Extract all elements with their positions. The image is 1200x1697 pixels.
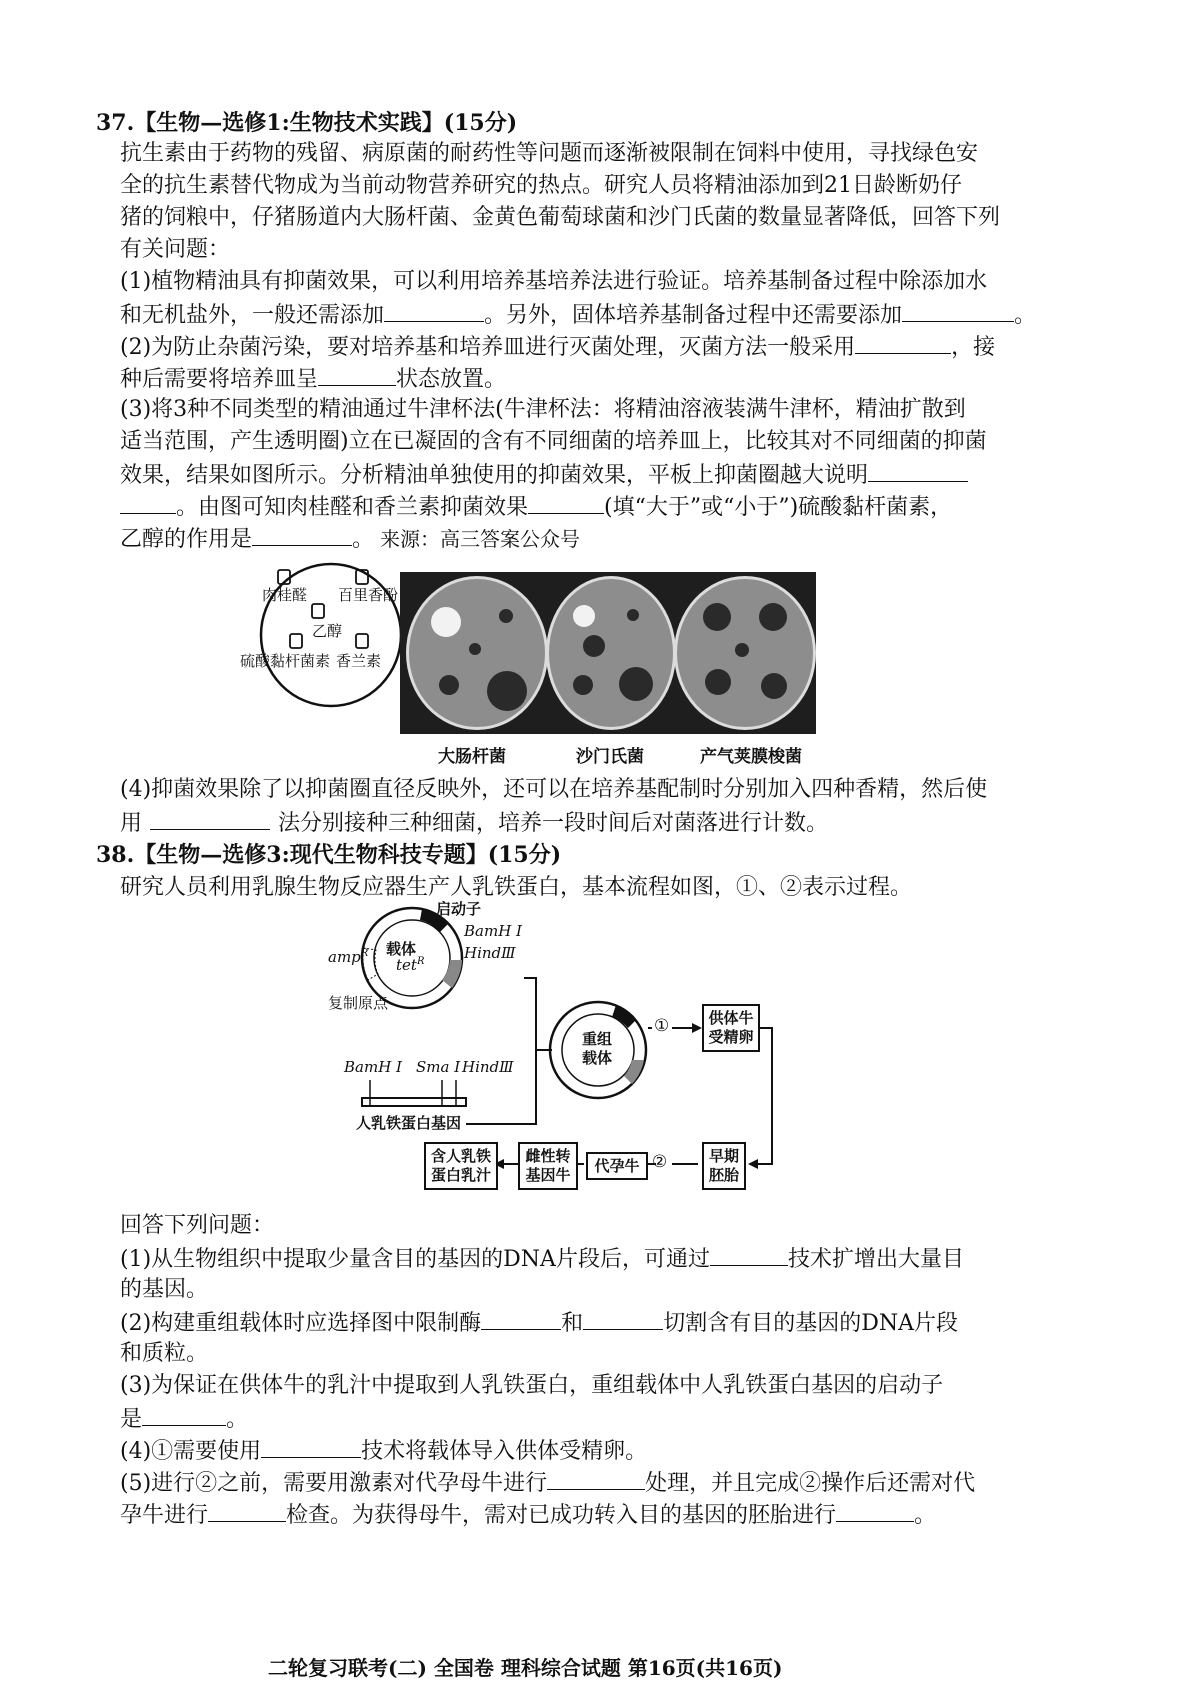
plate-caption-ecoli: 大肠杆菌 bbox=[438, 747, 506, 767]
q37-header: 37.【生物—选修1:生物技术实践】(15分) bbox=[96, 110, 518, 136]
answer-blank[interactable] bbox=[710, 1243, 788, 1266]
text-segment: 效果，结果如图所示。分析精油单独使用的抑菌效果，平板上抑菌圈越大说明 bbox=[120, 463, 869, 488]
promoter-label: 启动子 bbox=[436, 900, 482, 918]
box-line: 蛋白乳汁 bbox=[430, 1166, 491, 1184]
replication-origin-label: 复制原点 bbox=[328, 994, 389, 1012]
text-segment: ，接 bbox=[951, 335, 996, 360]
box-line: 供体牛 bbox=[708, 1009, 754, 1027]
q38-intro: 研究人员利用乳腺生物反应器生产人乳铁蛋白，基本流程如图，①、②表示过程。 bbox=[120, 875, 913, 900]
inhibition-zone bbox=[705, 669, 731, 695]
bamhi-site-label: BamH I bbox=[464, 922, 522, 940]
text-segment: 技术将载体导入供体受精卵。 bbox=[361, 1439, 648, 1464]
box-line: 含人乳铁 bbox=[430, 1147, 491, 1165]
inhibition-zone bbox=[703, 603, 731, 631]
petri-photo-strip bbox=[400, 572, 816, 734]
box-line: 受精卵 bbox=[708, 1028, 754, 1046]
cup-label-ethanol: 乙醇 bbox=[312, 622, 343, 640]
cup-label-thymol: 百里香酚 bbox=[338, 586, 399, 604]
answer-blank[interactable] bbox=[836, 1499, 914, 1522]
text-segment: 种后需要将培养皿呈 bbox=[120, 367, 319, 392]
answer-blank[interactable] bbox=[208, 1499, 286, 1522]
cup-label-vanillin: 香兰素 bbox=[336, 652, 382, 670]
petri-dish-clostridium bbox=[674, 576, 816, 730]
resistance-superscript: R bbox=[360, 948, 369, 959]
box-line: 代孕牛 bbox=[594, 1156, 640, 1175]
text-segment: 和 bbox=[561, 1311, 584, 1336]
box-line: 早期 bbox=[708, 1147, 739, 1165]
text-segment: (4)①需要使用 bbox=[120, 1439, 262, 1464]
text-segment: (填“大于”或“小于”)硫酸黏杆菌素， bbox=[604, 495, 953, 520]
resistance-superscript: R bbox=[416, 956, 425, 967]
q37-part3-line5 bbox=[120, 523, 580, 555]
inhibition-zone bbox=[735, 643, 749, 657]
q37-part1-line2 bbox=[120, 299, 1036, 331]
text-segment: 。由图可知肉桂醛和香兰素抑菌效果 bbox=[176, 495, 529, 520]
process-2-marker: ② bbox=[652, 1152, 668, 1172]
gene-bamhi-label: BamH I bbox=[344, 1058, 402, 1076]
amp-resistance-label bbox=[328, 948, 368, 966]
q37-part4-line1: (4)抑菌效果除了以抑菌圈直径反映外，还可以在培养基配制时分别加入四种香精，然后使 bbox=[120, 777, 988, 802]
inhibition-zone bbox=[627, 609, 639, 621]
q37-part3-line4 bbox=[120, 491, 952, 523]
text-segment: (2)为防止杂菌污染，要对培养基和培养皿进行灭菌处理，灭菌方法一般采用 bbox=[120, 335, 856, 360]
text-segment: 。 bbox=[226, 1407, 249, 1432]
answer-blank[interactable] bbox=[528, 491, 604, 514]
answer-blank[interactable] bbox=[583, 1307, 663, 1330]
inhibition-zone bbox=[431, 607, 461, 637]
q38-part3-line1: (3)为保证在供体牛的乳汁中提取到人乳铁蛋白，重组载体中人乳铁蛋白基因的启动子 bbox=[120, 1373, 944, 1398]
human-lactoferrin-gene-label: 人乳铁蛋白基因 bbox=[356, 1114, 462, 1132]
q37-intro-line: 抗生素由于药物的残留、病原菌的耐药性等问题而逐渐被限制在饲料中使用，寻找绿色安 bbox=[120, 141, 979, 166]
answer-blank[interactable] bbox=[142, 1403, 226, 1426]
answer-blank[interactable] bbox=[384, 299, 484, 322]
answer-blank[interactable] bbox=[855, 331, 951, 354]
q37-intro-line: 全的抗生素替代物成为当前动物营养研究的热点。研究人员将精油添加到21日龄断奶仔 bbox=[120, 173, 962, 198]
lactoferrin-milk-box bbox=[424, 1142, 498, 1190]
donor-cow-fertilized-egg-box bbox=[702, 1004, 760, 1052]
text-segment: 处理，并且完成②操作后还需对代 bbox=[645, 1471, 976, 1496]
text-segment: (5)进行②之前，需要用激素对代孕母牛进行 bbox=[120, 1471, 548, 1496]
q38-part4-line bbox=[120, 1435, 647, 1467]
text-segment: 用 bbox=[120, 811, 143, 836]
inhibition-zone bbox=[573, 605, 595, 627]
answer-blank[interactable] bbox=[252, 523, 352, 546]
box-line: 胚胎 bbox=[708, 1166, 739, 1184]
box-line: 雌性转 bbox=[525, 1147, 571, 1165]
text-segment: 。另外，固体培养基制备过程中还需要添加 bbox=[484, 303, 903, 328]
q38-part2-line2: 和质粒。 bbox=[120, 1341, 209, 1366]
text-segment: 技术扩增出大量目 bbox=[787, 1247, 964, 1272]
q37-part1-line1: (1)植物精油具有抑菌效果，可以利用培养基培养法进行验证。培养基制备过程中除添加水 bbox=[120, 269, 988, 294]
recombinant-vector-label bbox=[582, 1030, 612, 1068]
inhibition-zone bbox=[619, 667, 653, 701]
text-segment: 状态放置。 bbox=[396, 367, 507, 392]
q37-part2-line1 bbox=[120, 331, 995, 363]
inhibition-zone bbox=[583, 635, 605, 657]
petri-dish-salmonella bbox=[546, 576, 676, 730]
tet-resistance-label bbox=[396, 956, 424, 974]
q37-part2-line2 bbox=[120, 363, 506, 395]
petri-dish-ecoli bbox=[406, 576, 548, 730]
text-segment: 检查。为获得母牛，需对已成功转入目的基因的胚胎进行 bbox=[286, 1503, 837, 1528]
early-embryo-box bbox=[702, 1142, 746, 1190]
text-segment: 孕牛进行 bbox=[120, 1503, 209, 1528]
q37-part3-line2: 适当范围，产生透明圈)立在已凝固的含有不同细菌的培养皿上，比较其对不同细菌的抑菌 bbox=[120, 429, 987, 454]
q37-intro-line: 猪的饲粮中，仔猪肠道内大肠杆菌、金黄色葡萄球菌和沙门氏菌的数量显著降低，回答下列 bbox=[120, 205, 1001, 230]
answer-blank[interactable] bbox=[261, 1435, 361, 1458]
q37-part4-line2 bbox=[120, 807, 828, 839]
surrogate-cow-box bbox=[586, 1152, 648, 1180]
label-line: 载体 bbox=[582, 1049, 613, 1067]
cup-label-colistin: 硫酸黏杆菌素 bbox=[240, 652, 331, 670]
source-note: 来源：高三答案公众号 bbox=[380, 529, 581, 551]
hindiii-site-label: HindⅢ bbox=[464, 944, 516, 962]
amp-text: amp bbox=[328, 948, 361, 966]
q38-part3-line2 bbox=[120, 1403, 248, 1435]
q38-header: 38.【生物—选修3:现代生物科技专题】(15分) bbox=[96, 842, 562, 868]
inhibition-zone bbox=[761, 673, 787, 699]
inhibition-zone bbox=[499, 609, 513, 623]
transgenic-cow-box bbox=[518, 1142, 578, 1190]
label-line: 重组 bbox=[582, 1030, 613, 1048]
page-footer: 二轮复习联考(二) 全国卷 理科综合试题 第16页(共16页) bbox=[268, 1656, 783, 1680]
q38-part1-line2: 的基因。 bbox=[120, 1277, 209, 1302]
text-segment: 法分别接种三种细菌，培养一段时间后对菌落进行计数。 bbox=[278, 811, 829, 836]
answer-blank[interactable] bbox=[318, 363, 396, 386]
q37-intro-line: 有关问题： bbox=[120, 237, 231, 262]
inhibition-zone bbox=[573, 675, 593, 695]
inhibition-zone bbox=[487, 671, 527, 711]
text-segment: 切割含有目的基因的DNA片段 bbox=[663, 1311, 958, 1336]
q38-part5-line1 bbox=[120, 1467, 975, 1499]
tet-text: tet bbox=[396, 956, 417, 974]
plate-caption-clostridium: 产气荚膜梭菌 bbox=[700, 747, 802, 767]
text-segment: 是 bbox=[120, 1407, 143, 1432]
text-segment: 。 bbox=[914, 1503, 937, 1528]
text-segment: 。 bbox=[1014, 303, 1037, 328]
answer-blank[interactable] bbox=[150, 807, 270, 830]
cup-label-cinnamaldehyde: 肉桂醛 bbox=[262, 586, 308, 604]
text-segment: (1)从生物组织中提取少量含目的基因的DNA片段后，可通过 bbox=[120, 1247, 710, 1272]
answer-blank[interactable] bbox=[481, 1307, 561, 1330]
box-line: 基因牛 bbox=[525, 1166, 571, 1184]
gene-smai-label: Sma I bbox=[416, 1058, 461, 1076]
inhibition-zone bbox=[759, 603, 787, 631]
q37-part3-line1: (3)将3种不同类型的精油通过牛津杯法(牛津杯法：将精油溶液装满牛津杯，精油扩散到 bbox=[120, 397, 966, 422]
process-1-marker: ① bbox=[654, 1016, 670, 1036]
q38-part5-line2 bbox=[120, 1499, 936, 1531]
text-segment: 乙醇的作用是 bbox=[120, 527, 253, 552]
plate-caption-salmonella: 沙门氏菌 bbox=[576, 747, 644, 767]
q38-answer-intro: 回答下列问题： bbox=[120, 1213, 275, 1238]
answer-blank[interactable] bbox=[547, 1467, 645, 1490]
answer-blank[interactable] bbox=[868, 459, 968, 482]
inhibition-zone bbox=[439, 675, 459, 695]
answer-blank[interactable] bbox=[902, 299, 1014, 322]
q38-part1-line1 bbox=[120, 1243, 964, 1275]
q37-part3-line3 bbox=[120, 459, 968, 491]
text-segment: (2)构建重组载体时应选择图中限制酶 bbox=[120, 1311, 482, 1336]
q38-part2-line1 bbox=[120, 1307, 958, 1339]
answer-blank[interactable] bbox=[120, 491, 176, 514]
text-segment: 和无机盐外，一般还需添加 bbox=[120, 303, 385, 328]
text-segment: 。 bbox=[352, 527, 375, 552]
vector-label: 载体 bbox=[386, 940, 417, 958]
inhibition-zone bbox=[469, 643, 481, 655]
gene-hindiii-label: HindⅢ bbox=[462, 1058, 514, 1076]
